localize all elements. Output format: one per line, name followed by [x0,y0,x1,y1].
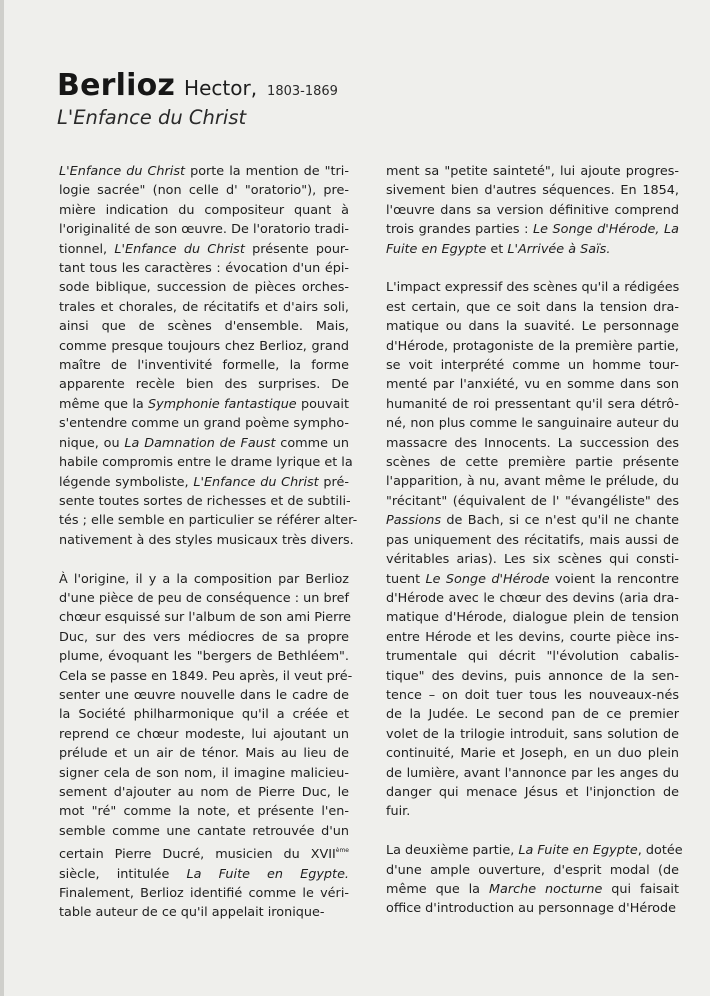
text-run: sode biblique, succession de pièces orches- [59,280,349,296]
text-run: humanité de roi pressentant qu'il sera détrô- [386,396,679,412]
text-line [59,356,349,375]
text-run: plume, évoquant les "bergers de Bethléem". [59,649,349,665]
text-run: menté par l'anxiété, vu en somme dans son [386,377,679,393]
italic-title: Le Songe d'Hérode, La [532,222,679,238]
text-line [59,492,349,511]
text-line [386,861,679,880]
text-run: de lumière, avant l'annonce par les anges du [386,765,679,781]
paragraph [386,162,679,259]
superscript: ème [335,847,349,855]
text-run: trales et chorales, de récitatifs et d'airs soli, [59,299,349,315]
text-line [386,705,679,724]
text-line [386,899,679,918]
text-line [59,865,349,884]
text-run: continuité, Marie et Joseph, en un duo plein [386,746,679,762]
text-line [59,608,352,627]
text-line [386,725,679,744]
text-run: tés ; elle semble en particulier se référer alter- [59,513,358,529]
text-run: danger qui menace Jésus et l'injonction de [386,784,679,800]
italic-title: L'Enfance du Christ [59,164,186,179]
text-run: nativement à des styles musicaux très divers. [59,532,354,548]
composer-name: Berlioz [57,68,176,103]
text-run: semble comme une cantate retrouvée d'un [59,823,349,839]
italic-title: Passions [386,513,442,529]
text-line [59,395,349,414]
italic-title: Fuite en Egypte [386,241,487,257]
text-line [386,298,679,317]
italic-title: L'Arrivée à Saïs. [507,241,611,257]
text-run: Duc, sur des vers médiocres de sa propre [59,629,349,645]
text-line [59,764,349,783]
text-line [59,317,349,336]
text-run: "récitant" (équivalent de l' "évangéliste" des [386,493,679,509]
text-line [386,434,679,453]
text-run: mot "ré" comme la note, et présente l'en- [59,804,349,820]
text-line [386,317,679,336]
italic-title: La Damnation de Faust [124,435,276,451]
paragraph [59,162,358,550]
text-run: maître de l'inventivité formelle, la forme [59,358,349,374]
text-run: tence – on doit tuer tous les nouveaux-nés [386,687,679,703]
text-run: ainsi que de scènes d'ensemble. Mais, [59,319,349,335]
text-line [386,647,679,666]
text-run: mière indication du compositeur quant à [59,202,349,218]
composer-firstname: Hector, [184,76,258,100]
text-line [386,589,679,608]
text-line [386,802,679,821]
italic-title: Le Songe d'Hérode [425,571,550,587]
text-line [59,802,349,821]
text-line [386,550,679,569]
text-run: tuent [386,571,426,587]
text-line [386,337,679,356]
text-line [386,511,679,530]
text-line [386,783,679,802]
text-run: senter une œuvre nouvelle dans le cadre de [59,687,349,703]
page-edge [0,0,4,996]
paragraph [386,841,683,919]
title-line [57,68,338,103]
text-run: L'impact expressif des scènes qu'il a rédigées [386,280,680,296]
text-run: l'œuvre dans sa version définitive comprend [386,202,679,218]
text-run: trois grandes parties : [386,222,533,238]
paragraph [386,278,679,821]
text-run: trumentale qui décrit "l'évolution cabalis- [386,649,679,665]
work-title: L'Enfance du Christ [57,106,247,129]
left-column [59,162,358,923]
text-line [59,589,349,608]
text-line [386,453,679,472]
text-line [386,414,679,433]
text-run: d'Hérode avec le chœur des devins (aria dra- [386,590,679,606]
text-run: fuir. [386,804,411,820]
text-run: À l'origine, il y a la composition par Berlioz [59,571,349,587]
header [57,68,338,129]
watermark [0,519,64,610]
text-run: table auteur de ce qu'il appelait ironique- [59,905,325,921]
text-line [59,841,349,864]
text-run: sente toutes sortes de richesses et de subtili- [59,493,351,509]
right-column [386,162,683,919]
text-line [59,647,349,666]
text-run: d'Hérode, protagoniste de la première partie, [386,338,679,354]
text-line [59,240,349,259]
text-run: La deuxième partie, [386,843,519,859]
text-line [59,434,349,453]
text-run: légende symboliste, [59,474,194,490]
text-line [59,531,354,550]
text-run: de Bach, si ce n'est qu'il ne chante [441,513,679,529]
text-line [59,884,349,903]
text-run: sement d'ajouter au nom de Pierre Duc, le [59,784,349,800]
text-line [59,725,349,744]
text-run: matique d'Hérode, dialogue plein de tension [386,610,679,626]
text-line [59,667,353,686]
text-line [386,667,679,686]
text-line [59,705,349,724]
text-line [59,822,349,841]
text-line [386,278,679,297]
text-run: s'entendre comme un grand poème sympho- [59,416,349,432]
text-line [59,337,349,356]
text-run: signer cela de son nom, il imagine malicieu- [59,765,349,781]
text-run: d'une pièce de peu de conséquence : un bref [59,590,349,606]
italic-title: La Fuite en Egypte. [186,866,350,882]
text-line [59,744,349,763]
text-line [386,201,679,220]
text-run: Finalement, Berlioz identifié comme le véri- [59,886,349,902]
text-line [59,259,349,278]
text-line [386,220,679,239]
text-run: se voit interprété comme un homme tour- [386,358,679,374]
text-line [59,414,349,433]
text-run: comme un [275,435,349,451]
italic-title: L'Enfance du Christ [114,241,245,257]
text-run: apparente recèle bien des surprises. De [59,377,349,393]
text-line [59,453,353,472]
italic-title: L'Enfance du Christ [193,474,319,490]
text-line [59,298,349,317]
italic-title: Symphonie fantastique [147,396,297,412]
text-run: et [486,241,508,257]
text-run: volet de la trilogie introduit, sans solution de [386,726,679,742]
text-line [59,783,349,802]
text-line [386,162,679,181]
text-run: pré- [318,474,349,490]
text-run: présente pour- [244,241,349,257]
text-line [386,686,679,705]
text-line [386,608,679,627]
text-line [59,181,349,200]
text-run: qui faisait [602,882,679,897]
text-line [386,764,679,783]
text-line [386,841,683,860]
text-run: entre Hérode et les devins, courte pièce ins- [386,629,679,645]
text-run: porte la mention de "tri- [185,164,349,179]
text-line [386,240,679,259]
text-run: , dotée [637,843,683,859]
text-line [386,570,679,589]
text-run: scènes de cette première partie présente [386,455,679,471]
composer-years: 1803-1869 [267,84,338,99]
text-run: comme presque toujours chez Berlioz, grand [59,338,349,354]
italic-title: Marche nocturne [488,882,603,897]
text-line [59,570,349,589]
paragraph [59,570,353,923]
text-run: pouvait [296,396,350,412]
text-run: certain Pierre Ducré, musicien du XVII [59,847,336,863]
text-run: reprend ce chœur modeste, lui ajoutant un [59,726,349,742]
text-run: tique" des devins, puis annonce de la sen- [386,668,679,684]
text-line [59,220,349,239]
text-run: la Société philharmonique qu'il a créée et [59,707,349,723]
text-run: né, non plus comme le sanguinaire auteur du [386,416,679,432]
text-run: ment sa "petite sainteté", lui ajoute progres- [386,164,679,179]
text-run: l'apparition, à nu, avant même le prélude, du [386,474,679,490]
text-line [59,375,349,394]
text-run: Cela se passe en 1849. Peu après, il veut pré- [59,668,353,684]
text-run: matique ou dans la suavité. Le personnage [386,319,679,335]
text-line [386,628,679,647]
text-run: véritables arias). Les six scènes qui consti- [386,552,679,568]
text-run: voient la rencontre [549,571,679,587]
text-line [59,473,349,492]
italic-title: La Fuite en Egypte [518,843,638,859]
text-run: sivement bien d'autres séquences. En 1854, [386,183,679,199]
text-line [386,744,679,763]
text-line [386,472,679,491]
text-run: est certain, que ce soit dans la tension dra- [386,299,679,315]
text-line [59,278,349,297]
text-run: même que la [59,396,148,412]
text-run: logie sacrée" (non celle d' "oratorio"), pre- [59,183,349,199]
text-line [386,880,679,899]
text-run: l'originalité de son œuvre. De l'oratorio tradi- [59,222,349,238]
text-line [386,492,679,511]
text-line [386,531,679,550]
text-run: tant tous les caractères : évocation d'un épi- [59,261,349,277]
text-run: même que la [386,882,489,897]
text-run: office d'introduction au personnage d'Hérode [386,901,677,917]
text-run: de la Judée. Le second pan de ce premier [386,707,679,723]
text-line [59,628,349,647]
text-run: pas uniquement des récitatifs, mais aussi de [386,532,679,548]
text-line [386,181,679,200]
text-line [386,356,679,375]
text-line [386,375,679,394]
text-line [59,903,349,922]
text-line [59,686,349,705]
text-line [59,162,349,181]
text-run: nique, ou [59,435,125,451]
text-run: d'une ample ouverture, d'esprit modal (de [386,862,679,878]
text-run: siècle, intitulée [59,866,187,882]
text-run: chœur esquissé sur l'album de son ami Pierre [59,610,352,626]
text-run: prélude et un air de ténor. Mais au lieu de [59,746,349,762]
text-line [59,201,349,220]
text-line [386,395,679,414]
text-line [59,511,358,530]
text-run: massacre des Innocents. La succession des [386,435,679,451]
text-run: tionnel, [59,241,115,257]
text-run: habile compromis entre le drame lyrique et la [59,455,353,471]
